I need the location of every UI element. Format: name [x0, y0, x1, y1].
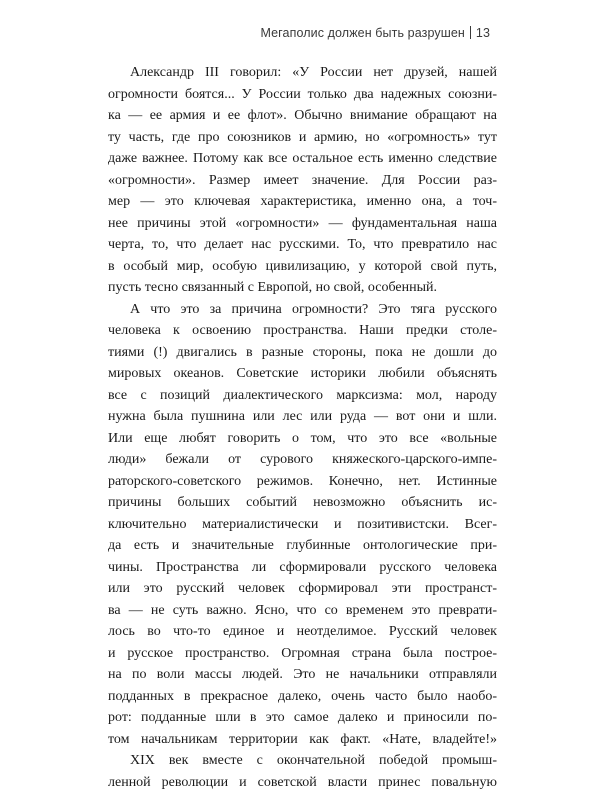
text-line: ленной революции и советской власти принес повальную	[108, 772, 497, 793]
page-number: 13	[476, 26, 490, 40]
header-divider	[470, 26, 471, 39]
text-line: на по воли массы людей. Это не начальники отправляли	[108, 664, 497, 686]
text-line: чины. Пространства ли сформировали русского человека	[108, 557, 497, 579]
text-line: люди» бежали от сурового княжеского-царского-импе-	[108, 449, 497, 471]
text-line: нее причины этой «огромности» — фундаментальная наша	[108, 213, 497, 235]
text-line: нужна была пушнина или лес или руда — вот они и шли.	[108, 406, 497, 428]
text-line: ту часть, где про союзников и армию, но «огромность» тут	[108, 127, 497, 149]
body-text	[108, 62, 497, 793]
text-line: А что это за причина огромности? Это тяга русского	[108, 299, 497, 321]
text-line: черта, то, что делает нас русскими. То, что превратило нас	[108, 234, 497, 256]
text-line: в особый мир, особую цивилизацию, у которой свой путь,	[108, 256, 497, 278]
text-line: том начальникам территории как факт. «Нате, владейте!»	[108, 729, 497, 751]
text-line: «огромности». Размер имеет значение. Для России раз-	[108, 170, 497, 192]
running-header	[260, 26, 490, 40]
text-line: пусть тесно связанный с Европой, но свой, особенный.	[108, 277, 497, 299]
text-line: ва — не суть важно. Ясно, что со временем это преврати-	[108, 600, 497, 622]
text-line: подданных в прекрасное далеко, очень часто было наобо-	[108, 686, 497, 708]
text-line: да есть и значительные глубинные онтологические при-	[108, 535, 497, 557]
text-line: рот: подданные шли в это самое далеко и приносили по-	[108, 707, 497, 729]
text-line: и русское пространство. Огромная страна была построе-	[108, 643, 497, 665]
text-line: мер — это ключевая характеристика, именно она, а точ-	[108, 191, 497, 213]
text-line: Александр III говорил: «У России нет друзей, нашей	[108, 62, 497, 84]
text-line: причины больших событий невозможно объяснить ис-	[108, 492, 497, 514]
header-title: Мегаполис должен быть разрушен	[260, 26, 464, 40]
text-line: огромности боятся... У России только два надежных союзни-	[108, 84, 497, 106]
text-line: XIX век вместе с окончательной победой промыш-	[108, 750, 497, 772]
text-line: мировых океанов. Советские историки любили объяснять	[108, 363, 497, 385]
text-line: лось во что-то единое и неотделимое. Русский человек	[108, 621, 497, 643]
text-line: ключительно материалистически и позитивистски. Всег-	[108, 514, 497, 536]
text-line: или это русский человек сформировал эти пространст-	[108, 578, 497, 600]
text-line: человека к освоению пространства. Наши предки столе-	[108, 320, 497, 342]
text-line: Или еще любят говорить о том, что это все «вольные	[108, 428, 497, 450]
paragraph-3	[108, 750, 497, 793]
text-line: тиями (!) двигались в разные стороны, пока не дошли до	[108, 342, 497, 364]
text-line: все с позиций диалектического марксизма: мол, народу	[108, 385, 497, 407]
text-line: раторского-советского режимов. Конечно, нет. Истинные	[108, 471, 497, 493]
text-line: даже важнее. Потому как все остальное есть именно следствие	[108, 148, 497, 170]
text-line: ка — ее армия и ее флот». Обычно внимание обращают на	[108, 105, 497, 127]
paragraph-2	[108, 299, 497, 751]
paragraph-1	[108, 62, 497, 299]
